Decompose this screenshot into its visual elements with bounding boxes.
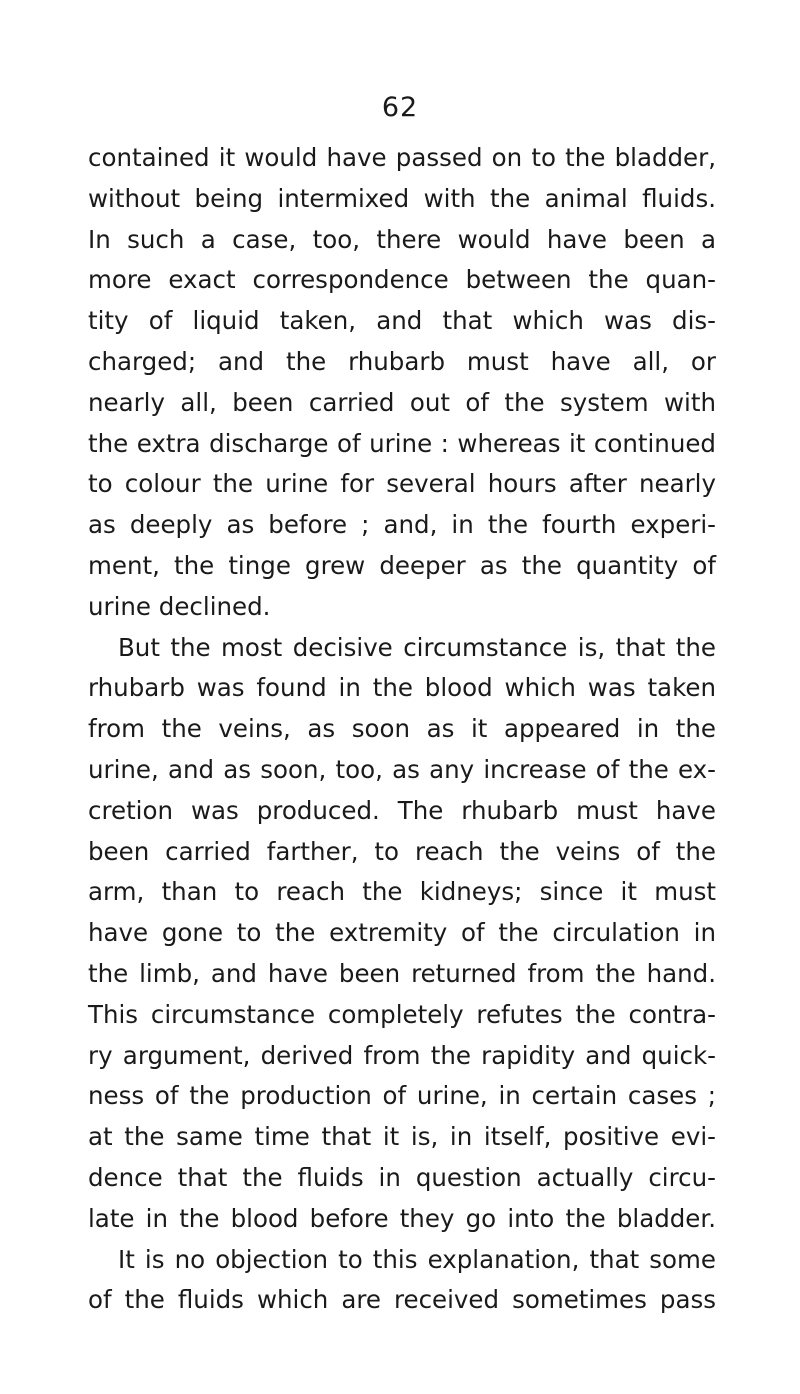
text-line: ness of the production of urine, in certain cases ; bbox=[88, 1081, 716, 1111]
text-line: without being intermixed with the animal fluids. bbox=[88, 183, 716, 213]
text-line: This circumstance completely refutes the contra- bbox=[88, 999, 716, 1029]
text-line: from the veins, as soon as it appeared in the bbox=[88, 714, 716, 744]
text-line: the limb, and have been returned from the hand. bbox=[88, 958, 716, 988]
paragraph-start-line: It is no objection to this explanation, that some bbox=[118, 1244, 716, 1274]
text-line: ry argument, derived from the rapidity and quick- bbox=[88, 1040, 716, 1070]
text-line: dence that the fluids in question actually circu- bbox=[88, 1162, 716, 1192]
text-line: ment, the tinge grew deeper as the quantity of bbox=[88, 550, 716, 580]
text-line: as deeply as before ; and, in the fourth experi- bbox=[88, 510, 716, 540]
text-line: late in the blood before they go into the bladder. bbox=[88, 1203, 716, 1233]
text-line: have gone to the extremity of the circulation in bbox=[88, 918, 716, 948]
text-line: more exact correspondence between the quan- bbox=[88, 265, 716, 295]
text-line: to colour the urine for several hours after nearly bbox=[88, 469, 716, 499]
paragraph-start-line: But the most decisive circumstance is, that the bbox=[118, 632, 716, 662]
text-line: been carried farther, to reach the veins of the bbox=[88, 836, 716, 866]
text-line: contained it would have passed on to the bladder, bbox=[88, 143, 716, 172]
text-line: at the same time that it is, in itself, positive evi- bbox=[88, 1122, 716, 1152]
text-line: tity of liquid taken, and that which was dis- bbox=[88, 306, 716, 336]
body-text bbox=[88, 138, 716, 1321]
page-number: 62 bbox=[381, 92, 419, 123]
text-line: charged; and the rhubarb must have all, or bbox=[88, 346, 716, 376]
text-line: cretion was produced. The rhubarb must have bbox=[88, 795, 716, 825]
text-line: the extra discharge of urine : whereas it continued bbox=[88, 428, 716, 458]
text-line: arm, than to reach the kidneys; since it must bbox=[88, 877, 716, 907]
text-line: of the fluids which are received sometimes pass bbox=[88, 1285, 716, 1315]
text-line: nearly all, been carried out of the system with bbox=[88, 387, 716, 417]
text-line: urine, and as soon, too, as any increase of the ex- bbox=[88, 754, 716, 784]
text-line: rhubarb was found in the blood which was taken bbox=[88, 673, 716, 703]
text-line: In such a case, too, there would have been a bbox=[88, 224, 716, 254]
text-line: urine declined. bbox=[88, 591, 271, 621]
